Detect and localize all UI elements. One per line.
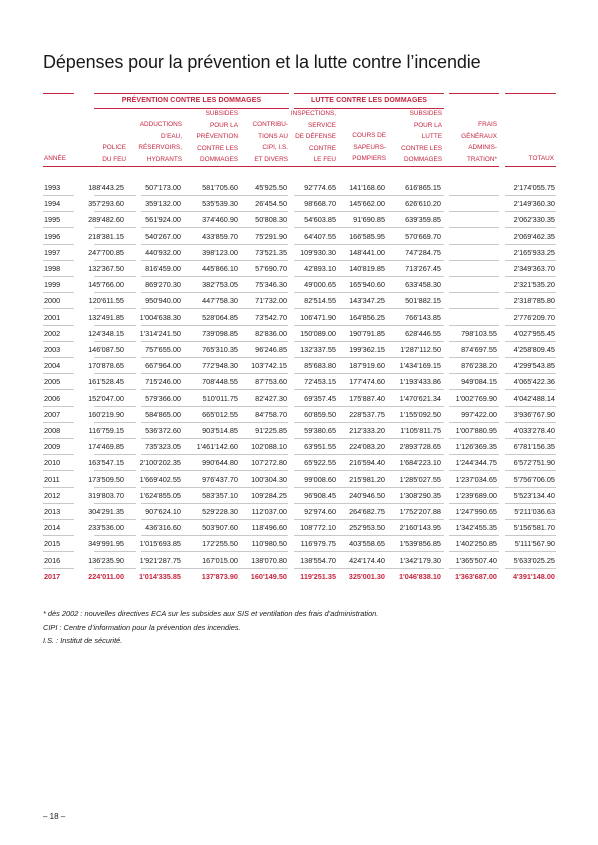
table-row — [0, 277, 598, 293]
table-row — [0, 553, 598, 569]
cell-inspections: 65'922.55 — [304, 458, 336, 468]
cell-police: 233'536.00 — [88, 523, 124, 533]
cell-adductions: 1'314'241.50 — [139, 328, 181, 338]
footnote-cipi: CIPI : Centre d’information pour la prévention des incendies. — [43, 622, 241, 632]
cell-subsides-lutte: 570'669.70 — [405, 231, 441, 241]
cell-contributions: 73'542.70 — [255, 312, 287, 322]
cell-contributions: 118'496.60 — [251, 523, 287, 533]
cell-police: 132'367.50 — [88, 264, 124, 273]
cell-subsides-lutte: 1'308'290.35 — [399, 490, 441, 500]
cell-adductions: 1'015'693.85 — [139, 539, 181, 549]
cell-year: 2009 — [44, 442, 61, 452]
cell-police: 132'491.85 — [88, 312, 124, 322]
cell-subsides-prevention: 976'437.70 — [202, 474, 238, 484]
cell-contributions: 82'836.00 — [255, 328, 287, 338]
cell-year: 1998 — [44, 264, 61, 273]
cell-adductions: 735'323.05 — [145, 442, 181, 452]
cell-contributions: 57'690.70 — [255, 264, 287, 273]
cell-total: 4'042'488.14 — [513, 393, 555, 403]
col-header-police: POLICE DU FEU — [102, 144, 126, 163]
cell-cours: 240'946.50 — [349, 490, 385, 500]
cell-subsides-lutte: 1'539'856.85 — [399, 539, 441, 549]
cell-cours: 228'537.75 — [349, 409, 385, 419]
cell-inspections: 96'908.45 — [304, 490, 336, 500]
cell-subsides-prevention: 529'228.30 — [202, 507, 238, 516]
cell-subsides-prevention: 374'460.90 — [202, 215, 238, 225]
table-row — [0, 245, 598, 261]
cell-frais: 876'238.20 — [461, 361, 497, 371]
table-row — [0, 455, 598, 471]
table-row — [0, 407, 598, 423]
cell-frais: 1'402'250.85 — [455, 539, 497, 549]
cell-total: 2'149'360.30 — [513, 199, 555, 209]
cell-subsides-prevention: 447'758.30 — [202, 296, 238, 306]
cell-frais: 1'239'689.00 — [455, 490, 497, 500]
cell-year: 1993 — [44, 183, 61, 192]
table-row — [0, 196, 598, 212]
cell-subsides-lutte: 2'893'728.65 — [399, 442, 441, 452]
cell-frais: 1'002'769.90 — [455, 393, 497, 403]
cell-contributions: 71'732.00 — [255, 296, 287, 306]
cell-contributions: 91'225.85 — [255, 426, 287, 435]
cell-cours: 165'940.60 — [349, 280, 385, 290]
cell-police: 120'611.55 — [88, 296, 124, 306]
cell-inspections: 132'337.55 — [300, 345, 336, 354]
table-row — [0, 472, 598, 488]
cell-police: 116'759.15 — [88, 426, 124, 435]
cell-inspections: 64'407.55 — [304, 231, 336, 241]
cell-total: 2'174'055.75 — [513, 183, 555, 192]
cell-total: 2'776'209.70 — [513, 312, 555, 322]
cell-contributions: 100'304.30 — [251, 474, 287, 484]
cell-adductions: 584'865.00 — [145, 409, 181, 419]
cell-year: 1997 — [44, 247, 61, 257]
cell-frais: 1'237'034.65 — [455, 474, 497, 484]
cell-cours: 141'168.60 — [349, 183, 385, 192]
cell-total: 2'165'933.25 — [513, 247, 555, 257]
col-header-contributions: CONTRIBU- TIONS AU CIPI, I.S. ET DIVERS — [252, 121, 288, 163]
cell-subsides-prevention: 167'015.00 — [202, 555, 238, 565]
table-row — [0, 488, 598, 504]
cell-inspections: 106'471.90 — [300, 312, 336, 322]
cell-contributions: 26'454.50 — [255, 199, 287, 209]
cell-subsides-lutte: 628'446.55 — [405, 328, 441, 338]
cell-subsides-prevention: 510'011.75 — [202, 393, 238, 403]
cell-total: 6'781'156.35 — [513, 442, 555, 452]
cell-total: 4'065'422.36 — [513, 377, 555, 387]
table-row — [0, 212, 598, 228]
cell-subsides-prevention: 581'705.60 — [202, 183, 238, 192]
cell-total: 4'033'278.40 — [513, 426, 555, 435]
col-header-subsides-lutte: SUBSIDES POUR LA LUTTE CONTRE LES DOMMAGES — [401, 110, 442, 164]
cell-police: 136'235.90 — [88, 555, 124, 565]
cell-adductions: 667'964.00 — [145, 361, 181, 371]
cell-subsides-prevention: 583'357.10 — [202, 490, 238, 500]
cell-contributions: 45'925.50 — [255, 183, 287, 192]
cell-subsides-lutte: 639'359.85 — [405, 215, 441, 225]
col-header-annee: ANNÉE — [44, 155, 67, 162]
cell-adductions: 1'014'335.85 — [138, 571, 181, 581]
cell-police: 161'528.45 — [88, 377, 124, 387]
cell-subsides-lutte: 1'193'433.86 — [399, 377, 441, 387]
table-row — [0, 520, 598, 536]
cell-cours: 325'001.30 — [348, 571, 385, 581]
cell-subsides-prevention: 528'064.85 — [202, 312, 238, 322]
cell-year: 2011 — [44, 474, 60, 484]
cell-police: 247'700.85 — [88, 247, 124, 257]
cell-contributions: 75'346.30 — [255, 280, 287, 290]
cell-year: 2017 — [44, 571, 61, 581]
cell-subsides-lutte: 1'285'027.55 — [399, 474, 441, 484]
cell-subsides-prevention: 990'644.80 — [202, 458, 238, 468]
cell-subsides-lutte: 1'105'811.75 — [400, 426, 441, 435]
cell-total: 2'349'363.70 — [513, 264, 555, 273]
cell-subsides-lutte: 616'865.15 — [405, 183, 441, 192]
cell-inspections: 92'974.60 — [304, 507, 336, 516]
table-row — [0, 229, 598, 245]
header-rule-totaux — [505, 93, 556, 94]
cell-inspections: 119'251.35 — [300, 571, 336, 581]
cell-inspections: 108'772.10 — [300, 523, 336, 533]
cell-police: 319'803.70 — [88, 490, 124, 500]
cell-inspections: 109'930.30 — [300, 247, 336, 257]
cell-cours: 164'856.25 — [349, 312, 385, 322]
cell-inspections: 59'380.65 — [304, 426, 336, 435]
cell-subsides-prevention: 772'948.30 — [202, 361, 238, 371]
cell-inspections: 60'859.50 — [304, 409, 336, 419]
cell-cours: 143'347.25 — [349, 296, 385, 306]
cell-year: 2010 — [44, 458, 61, 468]
table-row — [0, 374, 598, 390]
cell-adductions: 869'270.30 — [145, 280, 181, 290]
cell-inspections: 116'979.75 — [300, 539, 336, 549]
table-row — [0, 423, 598, 439]
cell-year: 2005 — [44, 377, 61, 387]
cell-total: 2'062'330.35 — [513, 215, 555, 225]
cell-police: 170'878.65 — [88, 361, 124, 371]
cell-inspections: 54'603.85 — [304, 215, 336, 225]
cell-total: 6'572'751.90 — [513, 458, 555, 468]
cell-contributions: 102'088.10 — [251, 442, 287, 452]
cell-year: 2001 — [44, 312, 61, 322]
cell-contributions: 84'758.70 — [255, 409, 287, 419]
cell-subsides-prevention: 445'866.10 — [202, 264, 238, 273]
cell-inspections: 138'554.70 — [300, 555, 336, 565]
cell-inspections: 85'683.80 — [304, 361, 336, 371]
cell-subsides-prevention: 765'310.35 — [202, 345, 238, 354]
cell-adductions: 715'246.00 — [145, 377, 181, 387]
cell-total: 2'321'535.20 — [513, 280, 555, 290]
table-row — [0, 342, 598, 358]
cell-police: 173'509.50 — [88, 474, 124, 484]
cell-subsides-lutte: 1'046'838.10 — [398, 571, 441, 581]
cell-total: 4'027'955.45 — [513, 328, 555, 338]
cell-adductions: 507'173.00 — [145, 183, 181, 192]
cell-cours: 91'690.85 — [353, 215, 385, 225]
cell-subsides-prevention: 172'255.50 — [202, 539, 238, 549]
cell-frais: 1'342'455.35 — [455, 523, 497, 533]
cell-police: 218'381.15 — [88, 231, 124, 241]
cell-total: 5'633'025.25 — [513, 555, 555, 565]
cell-police: 145'766.00 — [88, 280, 124, 290]
cell-adductions: 1'921'287.75 — [139, 555, 181, 565]
table-row — [0, 536, 598, 552]
cell-inspections: 98'668.70 — [304, 199, 336, 209]
cell-cours: 145'662.00 — [349, 199, 385, 209]
cell-adductions: 950'940.00 — [145, 296, 181, 306]
cell-subsides-lutte: 501'882.15 — [405, 296, 441, 306]
col-header-adductions: ADDUCTIONS D’EAU, RÉSERVOIRS, HYDRANTS — [138, 121, 182, 163]
cell-subsides-lutte: 766'143.85 — [405, 312, 441, 322]
cell-total: 5'111'567.90 — [514, 539, 555, 549]
cell-contributions: 75'291.90 — [255, 231, 287, 241]
cell-inspections: 63'951.55 — [304, 442, 336, 452]
cell-frais: 1'247'990.65 — [455, 507, 497, 516]
cell-contributions: 87'753.60 — [255, 377, 287, 387]
cell-police: 174'469.85 — [88, 442, 124, 452]
cell-inspections: 82'514.55 — [304, 296, 336, 306]
cell-cours: 224'083.20 — [349, 442, 385, 452]
cell-total: 3'936'767.90 — [513, 409, 555, 419]
cell-total: 4'391'148.00 — [512, 571, 555, 581]
cell-subsides-lutte: 1'470'621.34 — [399, 393, 441, 403]
header-rule-frais — [449, 93, 499, 94]
cell-adductions: 757'655.00 — [145, 345, 181, 354]
cell-contributions: 96'246.85 — [255, 345, 287, 354]
cell-subsides-prevention: 535'539.30 — [202, 199, 238, 209]
footnotes — [43, 607, 378, 648]
cell-inspections: 92'774.65 — [304, 183, 336, 192]
cell-subsides-lutte: 1'287'112.50 — [400, 345, 441, 354]
cell-cours: 199'362.15 — [349, 345, 385, 354]
cell-cours: 403'558.65 — [349, 539, 385, 549]
cell-subsides-prevention: 503'907.60 — [202, 523, 238, 533]
cell-police: 224'011.00 — [88, 571, 124, 581]
cell-total: 4'299'543.85 — [513, 361, 555, 371]
cell-cours: 215'981.20 — [349, 474, 385, 484]
table-row — [0, 180, 598, 196]
cell-police: 160'219.90 — [88, 409, 124, 419]
footnote-is: I.S. : Institut de sécurité. — [43, 636, 123, 645]
page-title: Dépenses pour la prévention et la lutte contre l’incendie — [43, 52, 481, 72]
cell-subsides-lutte: 2'160'143.95 — [399, 523, 441, 533]
cell-frais: 997'422.00 — [461, 409, 497, 419]
cell-cours: 424'174.40 — [349, 555, 385, 565]
cell-year: 1996 — [44, 231, 61, 241]
cell-adductions: 816'459.00 — [145, 264, 181, 273]
cell-subsides-prevention: 665'012.55 — [202, 409, 238, 419]
cell-inspections: 49'000.65 — [304, 280, 336, 290]
cell-contributions: 50'808.30 — [255, 215, 287, 225]
cell-contributions: 73'521.35 — [255, 247, 287, 257]
col-header-inspections: INSPECTIONS, SERVICE DE DÉFENSE CONTRE LE FEU — [290, 110, 336, 164]
table-row — [0, 293, 598, 309]
cell-cours: 140'819.85 — [349, 264, 385, 273]
cell-year: 2004 — [44, 361, 61, 371]
header-rule-lutte — [294, 93, 444, 94]
cell-adductions: 436'316.60 — [145, 523, 181, 533]
cell-contributions: 138'070.80 — [251, 555, 287, 565]
footnote-directives: * dès 2002 : nouvelles directives ECA sur les subsides aux SIS et ventilation des frais d’administration. — [43, 609, 379, 618]
cell-contributions: 82'427.30 — [255, 393, 287, 403]
cell-adductions: 359'132.00 — [145, 199, 181, 209]
cell-subsides-lutte: 1'155'092.50 — [399, 409, 441, 419]
cell-cours: 187'919.60 — [349, 361, 385, 371]
cell-subsides-lutte: 1'434'169.15 — [399, 361, 441, 371]
cell-adductions: 440'932.00 — [145, 247, 181, 257]
cell-subsides-prevention: 903'514.85 — [202, 426, 238, 435]
table-row — [0, 358, 598, 374]
table-row — [0, 391, 598, 407]
cell-year: 2016 — [44, 555, 61, 565]
col-header-subsides-prevention: SUBSIDES POUR LA PRÉVENTION CONTRE LES DOMMAGES — [196, 110, 238, 164]
cell-year: 2007 — [44, 409, 61, 419]
cell-adductions: 536'372.60 — [145, 426, 181, 435]
cell-adductions: 907'624.10 — [145, 507, 181, 516]
cell-contributions: 110'980.50 — [251, 539, 287, 549]
cell-contributions: 160'149.50 — [250, 571, 287, 581]
cell-total: 2'318'785.80 — [513, 296, 555, 306]
cell-year: 2014 — [44, 523, 61, 533]
table-row — [0, 310, 598, 326]
table-row — [0, 326, 598, 342]
cell-frais: 1'126'369.35 — [455, 442, 497, 452]
cell-inspections: 42'893.10 — [304, 264, 336, 273]
cell-subsides-lutte: 1'342'179.30 — [399, 555, 441, 565]
cell-subsides-prevention: 398'123.00 — [202, 247, 238, 257]
cell-subsides-lutte: 626'610.20 — [405, 199, 441, 209]
cell-police: 124'348.15 — [88, 328, 124, 338]
cell-cours: 190'791.85 — [349, 328, 385, 338]
cell-total: 5'156'581.70 — [513, 523, 555, 533]
cell-year: 2002 — [44, 328, 61, 338]
cell-frais: 949'084.15 — [461, 377, 497, 387]
cell-inspections: 72'453.15 — [304, 377, 336, 387]
cell-police: 357'293.60 — [88, 199, 124, 209]
cell-year: 1999 — [44, 280, 61, 290]
cell-total: 5'523'134.40 — [513, 490, 555, 500]
cell-contributions: 109'284.25 — [251, 490, 287, 500]
cell-cours: 166'585.95 — [349, 231, 385, 241]
cell-total: 5'211'036.63 — [514, 507, 555, 516]
cell-subsides-lutte: 1'752'207.88 — [399, 507, 441, 516]
group-lutte-label: LUTTE CONTRE LES DOMMAGES — [310, 97, 428, 104]
cell-cours: 212'333.20 — [349, 426, 385, 435]
cell-total: 5'756'706.05 — [513, 474, 555, 484]
cell-frais: 1'363'687.00 — [454, 571, 497, 581]
cell-contributions: 112'037.00 — [251, 507, 287, 516]
cell-police: 304'291.35 — [88, 507, 124, 516]
cell-adductions: 561'924.00 — [145, 215, 181, 225]
cell-adductions: 1'669'402.55 — [139, 474, 181, 484]
cell-year: 2006 — [44, 393, 61, 403]
table-row — [0, 569, 598, 585]
cell-subsides-lutte: 633'458.30 — [405, 280, 441, 290]
cell-year: 2000 — [44, 296, 61, 306]
cell-subsides-lutte: 713'267.45 — [405, 264, 441, 273]
cell-adductions: 540'267.00 — [145, 231, 181, 241]
cell-police: 289'482.60 — [88, 215, 124, 225]
cell-adductions: 1'624'855.05 — [139, 490, 181, 500]
cell-inspections: 69'357.45 — [304, 393, 336, 403]
cell-frais: 1'244'344.75 — [455, 458, 497, 468]
cell-police: 349'991.95 — [88, 539, 124, 549]
cell-year: 2008 — [44, 426, 61, 435]
cell-police: 163'547.15 — [88, 458, 124, 468]
cell-cours: 175'887.40 — [349, 393, 385, 403]
cell-cours: 216'594.40 — [349, 458, 385, 468]
header-bottom-rule — [43, 166, 499, 167]
table-row — [0, 439, 598, 455]
cell-total: 4'258'809.45 — [513, 345, 555, 354]
cell-year: 2003 — [44, 345, 61, 354]
cell-frais: 1'007'880.95 — [455, 426, 497, 435]
cell-contributions: 107'272.80 — [251, 458, 287, 468]
cell-adductions: 2'100'202.35 — [139, 458, 181, 468]
header-bottom-rule-totaux — [505, 166, 556, 167]
cell-cours: 177'474.60 — [349, 377, 385, 387]
cell-adductions: 579'366.00 — [145, 393, 181, 403]
cell-subsides-lutte: 747'284.75 — [405, 247, 441, 257]
cell-subsides-prevention: 739'098.85 — [202, 328, 238, 338]
cell-subsides-lutte: 1'684'223.10 — [399, 458, 441, 468]
cell-subsides-prevention: 1'461'142.60 — [196, 442, 238, 452]
header-rule-prevention — [94, 93, 289, 94]
cell-adductions: 1'004'638.30 — [139, 312, 181, 322]
cell-year: 1995 — [44, 215, 61, 225]
cell-year: 1994 — [44, 199, 61, 209]
cell-subsides-prevention: 137'873.90 — [201, 571, 238, 581]
table-row — [0, 504, 598, 520]
header-rule-annee — [43, 93, 74, 94]
group-prevention-label: PRÉVENTION CONTRE LES DOMMAGES — [121, 97, 262, 104]
cell-contributions: 103'742.15 — [251, 361, 287, 371]
table-row — [0, 261, 598, 277]
cell-police: 188'443.25 — [88, 183, 124, 192]
cell-police: 152'047.00 — [88, 393, 124, 403]
cell-year: 2012 — [44, 490, 61, 500]
cell-cours: 148'441.00 — [349, 247, 385, 257]
cell-year: 2013 — [44, 507, 61, 516]
cell-police: 146'087.50 — [88, 345, 124, 354]
cell-frais: 798'103.55 — [461, 328, 497, 338]
cell-total: 2'069'462.35 — [513, 231, 555, 241]
page-number: – 18 – — [43, 812, 66, 821]
cell-year: 2015 — [44, 539, 61, 549]
cell-subsides-prevention: 433'859.70 — [202, 231, 238, 241]
cell-inspections: 99'008.60 — [304, 474, 336, 484]
col-header-totaux: TOTAUX — [528, 155, 554, 162]
cell-frais: 874'697.55 — [461, 345, 497, 354]
cell-frais: 1'365'507.40 — [455, 555, 497, 565]
cell-cours: 264'682.75 — [349, 507, 385, 516]
col-header-frais: FRAIS GÉNÉRAUX ADMINIS- TRATION* — [461, 121, 497, 163]
cell-cours: 252'953.50 — [349, 523, 385, 533]
cell-subsides-prevention: 382'753.05 — [202, 280, 238, 290]
cell-inspections: 150'089.00 — [300, 328, 336, 338]
cell-subsides-prevention: 708'448.55 — [202, 377, 238, 387]
col-header-cours: COURS DE SAPEURS- POMPIERS — [352, 132, 386, 163]
